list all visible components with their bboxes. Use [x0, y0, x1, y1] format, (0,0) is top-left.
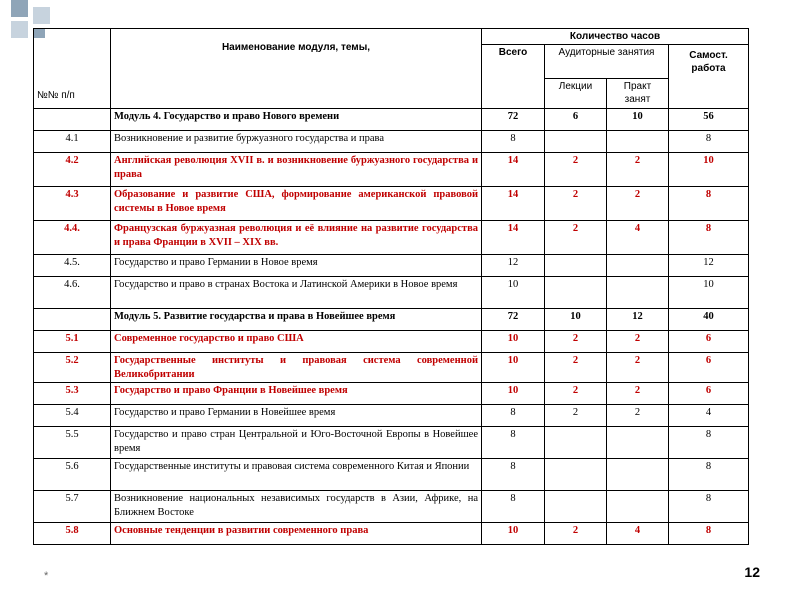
table-body — [34, 109, 749, 545]
row-topic: Современное государство и право США — [111, 331, 482, 353]
module-row — [34, 309, 749, 331]
row-topic: Государство и право Германии в Новейшее время — [111, 405, 482, 427]
row-lectures: 10 — [545, 309, 607, 331]
table-row — [34, 383, 749, 405]
row-topic: Возникновение и развитие буржуазного государства и права — [111, 131, 482, 153]
row-topic: Государственные институты и правовая система современной Великобритании — [111, 353, 482, 383]
row-lectures: 2 — [545, 383, 607, 405]
row-practice: 2 — [607, 383, 669, 405]
row-topic: Государственные институты и правовая система современного Китая и Японии — [111, 459, 482, 491]
row-practice: 4 — [607, 221, 669, 255]
row-number: 4.6. — [34, 277, 111, 309]
row-total: 12 — [482, 255, 545, 277]
row-practice — [607, 131, 669, 153]
module-row — [34, 109, 749, 131]
row-topic: Возникновение национальных независимых государств в Азии, Африке, на Ближнем Востоке — [111, 491, 482, 523]
row-number — [34, 109, 111, 131]
decor-square — [11, 21, 28, 38]
table-row — [34, 187, 749, 221]
page-number: 12 — [744, 564, 760, 580]
decor-square — [33, 7, 50, 24]
curriculum-table — [33, 28, 749, 545]
row-self: 12 — [669, 255, 749, 277]
table-row — [34, 153, 749, 187]
row-total: 8 — [482, 405, 545, 427]
row-topic: Основные тенденции в развитии современного права — [111, 523, 482, 545]
row-lectures: 2 — [545, 405, 607, 427]
row-total: 10 — [482, 383, 545, 405]
row-practice: 10 — [607, 109, 669, 131]
table-row — [34, 491, 749, 523]
table-row — [34, 131, 749, 153]
decor-square — [11, 0, 28, 17]
row-practice: 12 — [607, 309, 669, 331]
row-total: 14 — [482, 187, 545, 221]
row-total: 8 — [482, 459, 545, 491]
row-self: 10 — [669, 277, 749, 309]
row-topic: Государство и право стран Центральной и Юго-Восточной Европы в Новейшее время — [111, 427, 482, 459]
row-self: 6 — [669, 331, 749, 353]
header-total: Всего — [482, 45, 545, 109]
row-lectures: 2 — [545, 153, 607, 187]
row-total: 10 — [482, 523, 545, 545]
row-number: 4.4. — [34, 221, 111, 255]
table-row — [34, 405, 749, 427]
table-row — [34, 523, 749, 545]
row-self: 40 — [669, 309, 749, 331]
row-topic: Государство и право Германии в Новое время — [111, 255, 482, 277]
table-row — [34, 221, 749, 255]
header-lectures: Лекции — [545, 79, 607, 109]
row-number: 5.6 — [34, 459, 111, 491]
table-row — [34, 459, 749, 491]
header-practice: Практ занят — [607, 79, 669, 109]
row-total: 14 — [482, 153, 545, 187]
row-self: 6 — [669, 353, 749, 383]
table-row — [34, 353, 749, 383]
row-number: 4.2 — [34, 153, 111, 187]
row-total: 8 — [482, 491, 545, 523]
row-lectures: 6 — [545, 109, 607, 131]
row-topic: Государство и право в странах Востока и Латинской Америки в Новое время — [111, 277, 482, 309]
row-practice: 2 — [607, 153, 669, 187]
row-number: 5.7 — [34, 491, 111, 523]
table-row — [34, 255, 749, 277]
row-practice: 2 — [607, 331, 669, 353]
row-practice: 4 — [607, 523, 669, 545]
row-lectures: 2 — [545, 353, 607, 383]
row-self: 10 — [669, 153, 749, 187]
table-row — [34, 331, 749, 353]
footer-star: * — [44, 570, 49, 582]
row-total: 72 — [482, 109, 545, 131]
row-total: 14 — [482, 221, 545, 255]
row-practice — [607, 491, 669, 523]
table-row — [34, 427, 749, 459]
row-number: 5.3 — [34, 383, 111, 405]
row-lectures: 2 — [545, 187, 607, 221]
row-self: 56 — [669, 109, 749, 131]
row-number — [34, 309, 111, 331]
row-total: 8 — [482, 427, 545, 459]
row-topic: Модуль 5. Развитие государства и права в Новейшее время — [111, 309, 482, 331]
row-lectures — [545, 131, 607, 153]
table-row — [34, 277, 749, 309]
row-lectures — [545, 255, 607, 277]
row-lectures — [545, 491, 607, 523]
row-self: 8 — [669, 459, 749, 491]
row-total: 10 — [482, 277, 545, 309]
row-self: 8 — [669, 221, 749, 255]
row-total: 72 — [482, 309, 545, 331]
row-practice — [607, 277, 669, 309]
row-self: 8 — [669, 427, 749, 459]
row-self: 8 — [669, 187, 749, 221]
row-number: 4.5. — [34, 255, 111, 277]
header-self: Самост. работа — [669, 45, 749, 109]
row-number: 4.1 — [34, 131, 111, 153]
row-number: 5.1 — [34, 331, 111, 353]
row-number: 5.4 — [34, 405, 111, 427]
row-practice — [607, 255, 669, 277]
row-number: 4.3 — [34, 187, 111, 221]
row-practice: 2 — [607, 187, 669, 221]
header-hours: Количество часов — [482, 29, 749, 45]
row-topic: Государство и право Франции в Новейшее время — [111, 383, 482, 405]
row-topic: Французская буржуазная революция и её влияние на развитие государства и права Франции в XVII – XIX вв. — [111, 221, 482, 255]
header-topic: Наименование модуля, темы, — [111, 29, 482, 109]
row-self: 8 — [669, 523, 749, 545]
row-number: 5.8 — [34, 523, 111, 545]
row-practice — [607, 459, 669, 491]
row-total: 10 — [482, 331, 545, 353]
row-lectures: 2 — [545, 331, 607, 353]
row-total: 8 — [482, 131, 545, 153]
row-lectures — [545, 277, 607, 309]
row-practice — [607, 427, 669, 459]
row-total: 10 — [482, 353, 545, 383]
row-practice: 2 — [607, 405, 669, 427]
row-self: 8 — [669, 491, 749, 523]
row-self: 8 — [669, 131, 749, 153]
row-lectures — [545, 427, 607, 459]
row-topic: Модуль 4. Государство и право Нового времени — [111, 109, 482, 131]
row-number: 5.2 — [34, 353, 111, 383]
row-self: 4 — [669, 405, 749, 427]
row-lectures: 2 — [545, 523, 607, 545]
header-classroom: Аудиторные занятия — [545, 45, 669, 79]
row-practice: 2 — [607, 353, 669, 383]
row-self: 6 — [669, 383, 749, 405]
row-topic: Английская революция XVII в. и возникновение буржуазного государства и права — [111, 153, 482, 187]
row-lectures: 2 — [545, 221, 607, 255]
header-num: №№ п/п — [34, 29, 111, 109]
row-topic: Образование и развитие США, формирование американской правовой системы в Новое время — [111, 187, 482, 221]
row-number: 5.5 — [34, 427, 111, 459]
row-lectures — [545, 459, 607, 491]
